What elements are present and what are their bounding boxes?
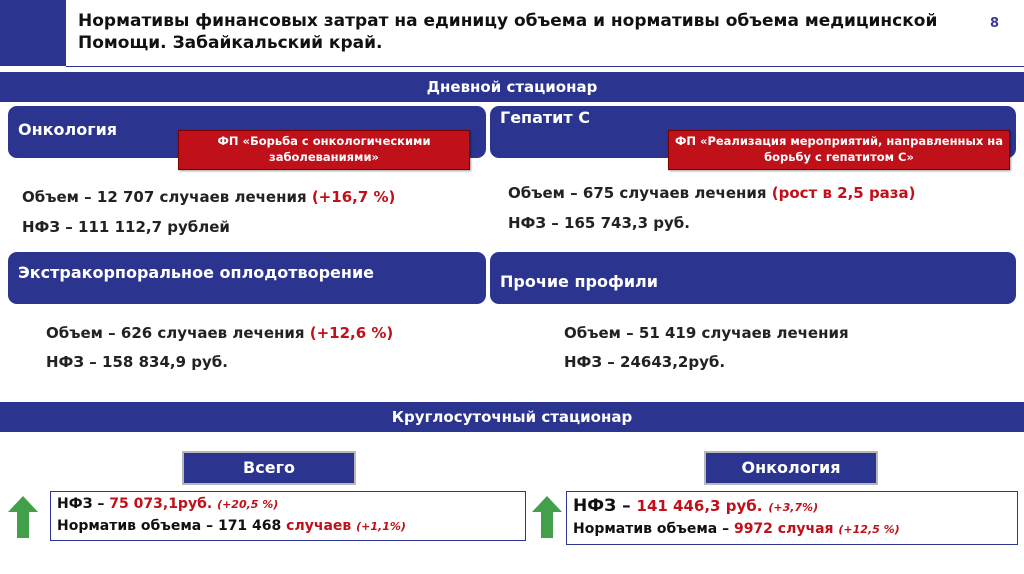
- label-oncology-round-clock: Онкология: [704, 451, 878, 485]
- volume-oncology-round-clock: [573, 521, 900, 537]
- volume-oncology: [22, 188, 395, 206]
- volume-change: (+12,6 %): [309, 324, 394, 342]
- nfz-total: [57, 496, 278, 512]
- page-title: [78, 10, 978, 54]
- nfz-change: (+20,5 %): [217, 498, 279, 511]
- volume-total: [57, 518, 406, 534]
- section-band-day-hospital: Дневной стационар: [0, 72, 1024, 102]
- section-band-round-clock: Круглосуточный стационар: [0, 402, 1024, 432]
- card-title: Онкология: [18, 120, 118, 139]
- volume-unit: случаев: [286, 518, 352, 534]
- volume-change: (+12,5 %): [838, 523, 900, 536]
- volume-change: (+16,7 %): [311, 188, 396, 206]
- nfz-label: НФЗ –: [573, 496, 637, 516]
- card-title: Экстракорпоральное оплодотворение: [18, 263, 374, 282]
- card-other-profiles: [490, 252, 1016, 304]
- card-title: Гепатит С: [500, 108, 590, 127]
- volume-change: (рост в 2,5 раза): [771, 184, 916, 202]
- nfz-label: НФЗ –: [57, 496, 110, 512]
- nfz-oncology: НФЗ – 111 112,7 рублей: [22, 218, 230, 236]
- label-total: Всего: [182, 451, 356, 485]
- nfz-hepatitis: НФЗ – 165 743,3 руб.: [508, 214, 690, 232]
- volume-change: (+1,1%): [356, 520, 406, 533]
- nfz-value: 75 073,1руб.: [109, 496, 213, 512]
- volume-text: Объем – 675 случаев лечения: [508, 184, 772, 202]
- card-title: Прочие профили: [500, 272, 658, 291]
- up-arrow-icon: [8, 496, 38, 538]
- title-line-2: Помощи. Забайкальский край.: [78, 33, 383, 53]
- title-line-1: Нормативы финансовых затрат на единицу объема и нормативы объема медицинской: [78, 11, 938, 31]
- summary-box-oncology: [566, 491, 1018, 545]
- volume-text: Объем – 626 случаев лечения: [46, 324, 310, 342]
- fp-badge-oncology: ФП «Борьба с онкологическими заболеваниями»: [178, 130, 470, 170]
- nfz-value: 141 446,3 руб.: [636, 497, 763, 515]
- nfz-eco: НФЗ – 158 834,9 руб.: [46, 353, 228, 371]
- card-eco: [8, 252, 486, 304]
- page-number: 8: [990, 16, 1000, 31]
- volume-value: 9972 случая: [733, 521, 834, 537]
- volume-eco: [46, 324, 393, 342]
- logo-block: [0, 0, 66, 66]
- summary-box-total: [50, 491, 526, 541]
- volume-label: Норматив объема –: [573, 521, 734, 537]
- divider: [66, 66, 1024, 67]
- fp-badge-hepatitis: ФП «Реализация мероприятий, направленных на борьбу с гепатитом С»: [668, 130, 1010, 170]
- volume-label: Норматив объема – 171 468: [57, 518, 287, 534]
- volume-hepatitis: [508, 184, 916, 202]
- volume-other: Объем – 51 419 случаев лечения: [564, 324, 849, 342]
- volume-text: Объем – 12 707 случаев лечения: [22, 188, 312, 206]
- nfz-other: НФЗ – 24643,2руб.: [564, 353, 726, 371]
- nfz-change: (+3,7%): [768, 501, 819, 514]
- nfz-oncology-round-clock: [573, 496, 818, 516]
- up-arrow-icon: [532, 496, 562, 538]
